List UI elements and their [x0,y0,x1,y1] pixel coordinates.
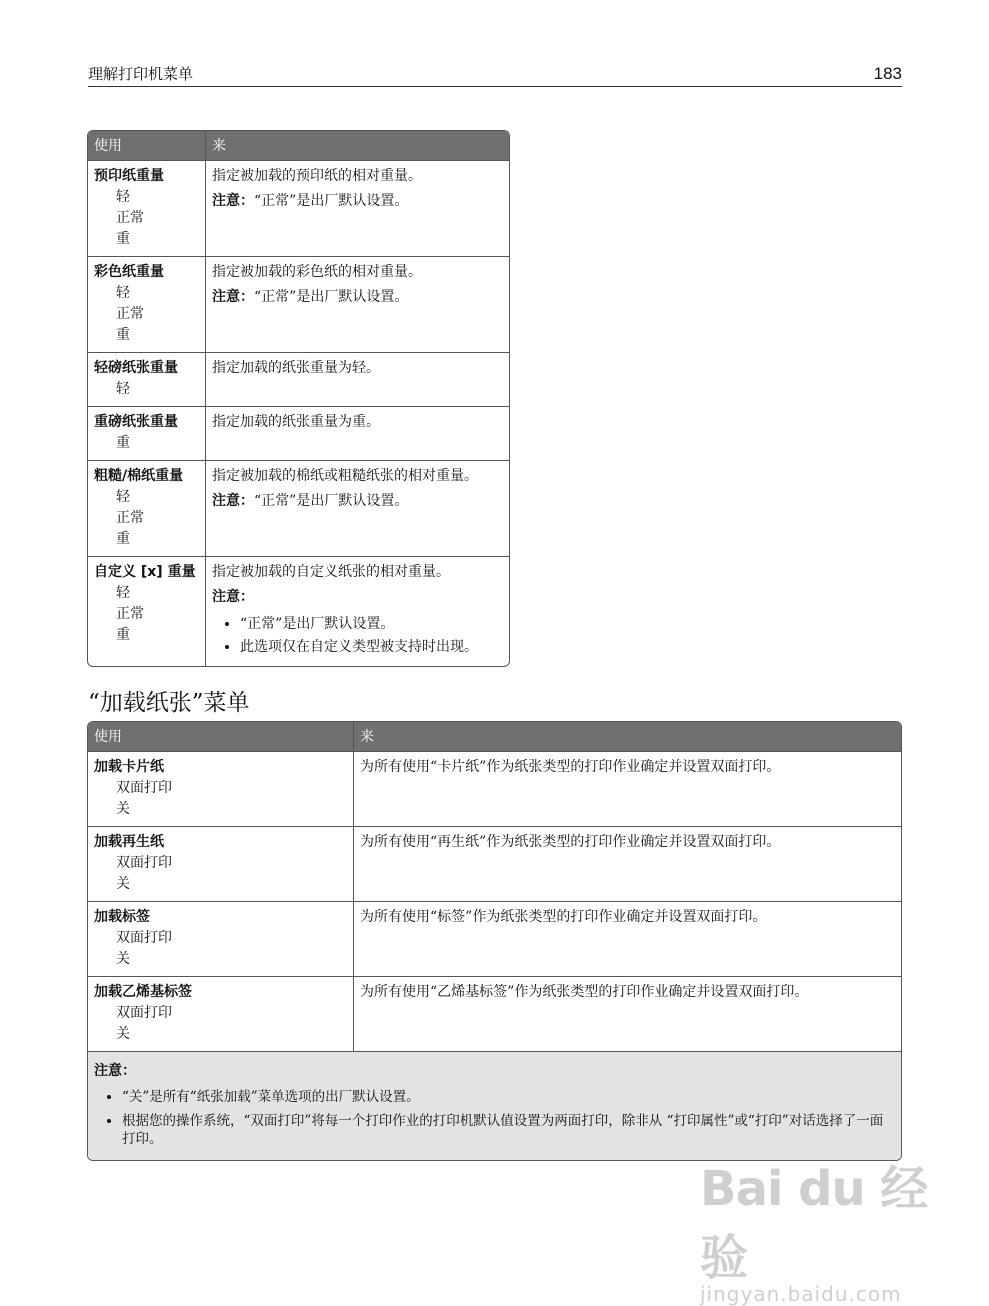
note-label: 注意： [212,289,254,305]
note [212,191,503,212]
menu-item-name: 加载标签 [94,909,150,925]
menu-option: 轻 [116,489,130,505]
section-title: “加载纸张”菜单 [88,690,250,716]
menu-item-description: 为所有使用“卡片纸”作为纸张类型的打印作业确定并设置双面打印。 [360,759,781,775]
note-text: “正常”是出厂默认设置。 [254,193,409,209]
table-header-row [88,131,509,160]
menu-option: 正常 [116,510,144,526]
menu-item-name: 加载乙烯基标签 [94,984,192,1000]
column-header-use: 使用 [88,722,354,751]
note [212,287,503,308]
menu-option: 关 [116,801,130,817]
menu-option: 双面打印 [116,855,172,871]
menu-option: 轻 [116,189,130,205]
menu-item-name: 彩色纸重量 [94,264,164,280]
load-paper-table [87,721,902,1161]
page-number: 183 [873,64,902,83]
menu-item-name: 加载再生纸 [94,834,164,850]
table-row [88,352,509,406]
menu-item-description: 为所有使用“乙烯基标签”作为纸张类型的打印作业确定并设置双面打印。 [360,984,809,1000]
menu-item-description: 指定加载的纸张重量为轻。 [212,360,380,376]
list-item: • “关”是所有“纸张加载”菜单选项的出厂默认设置。 [122,1088,895,1106]
menu-item-name: 加载卡片纸 [94,759,164,775]
column-header-purpose: 来 [354,722,901,751]
menu-item-name: 自定义 [x] 重量 [94,564,196,580]
page-header [88,62,902,87]
menu-option: 正常 [116,606,144,622]
menu-item-description: 指定被加载的棉纸或粗糙纸张的相对重量。 [212,468,478,484]
menu-item-name: 预印纸重量 [94,168,164,184]
menu-option: 双面打印 [116,780,172,796]
menu-option: 轻 [116,585,130,601]
table-row [88,406,509,460]
table-row [88,901,901,976]
menu-option: 正常 [116,306,144,322]
menu-option: 重 [116,627,130,643]
note-label: 注意： [212,493,254,509]
table-row [88,556,509,666]
list-item: • “正常”是出厂默认设置。 [240,614,503,635]
menu-option: 重 [116,231,130,247]
menu-option: 重 [116,435,130,451]
note-bullets [212,614,503,658]
menu-item-description: 指定被加载的自定义纸张的相对重量。 [212,564,450,580]
note-text: “正常”是出厂默认设置。 [254,289,409,305]
table-row [88,751,901,826]
table-header-row [88,722,901,751]
list-item: • 此选项仅在自定义类型被支持时出现。 [240,637,503,658]
column-header-use: 使用 [88,131,206,160]
menu-option: 关 [116,1026,130,1042]
table-row [88,256,509,352]
table-footnote-row [88,1051,901,1160]
note-label: 注意： [212,589,254,605]
menu-option: 重 [116,327,130,343]
menu-option: 关 [116,951,130,967]
menu-option: 双面打印 [116,930,172,946]
menu-item-description: 指定加载的纸张重量为重。 [212,414,380,430]
menu-option: 重 [116,531,130,547]
list-item: • 根据您的操作系统，“双面打印”将每一个打印作业的打印机默认值设置为两面打印，除非从 “打印属性”或“打印”对话选择了一面打印。 [122,1112,895,1148]
weight-settings-table [87,130,510,667]
note-text: “正常”是出厂默认设置。 [254,493,409,509]
menu-item-description: 为所有使用“标签”作为纸张类型的打印作业确定并设置双面打印。 [360,909,767,925]
menu-option: 正常 [116,210,144,226]
table-row [88,826,901,901]
column-header-purpose: 来 [206,131,509,160]
watermark-url: jingyan.baidu.com [700,1282,902,1306]
watermark-logo: Bai du 经验 [700,1161,928,1286]
menu-item-name: 重磅纸张重量 [94,414,178,430]
table-row [88,460,509,556]
running-title: 理解打印机菜单 [88,65,194,83]
footnote-label: 注意： [94,1063,136,1079]
baidu-jingyan-watermark [700,1150,940,1306]
menu-item-description: 指定被加载的彩色纸的相对重量。 [212,264,422,280]
menu-option: 双面打印 [116,1005,172,1021]
note-label: 注意： [212,193,254,209]
menu-item-name: 轻磅纸张重量 [94,360,178,376]
menu-item-description: 指定被加载的预印纸的相对重量。 [212,168,422,184]
note [212,491,503,512]
menu-item-description: 为所有使用“再生纸”作为纸张类型的打印作业确定并设置双面打印。 [360,834,781,850]
menu-option: 关 [116,876,130,892]
table-row [88,160,509,256]
table-row [88,976,901,1051]
menu-option: 轻 [116,285,130,301]
footnote-bullets [94,1088,895,1148]
menu-option: 轻 [116,381,130,397]
menu-item-name: 粗糙/棉纸重量 [94,468,184,484]
